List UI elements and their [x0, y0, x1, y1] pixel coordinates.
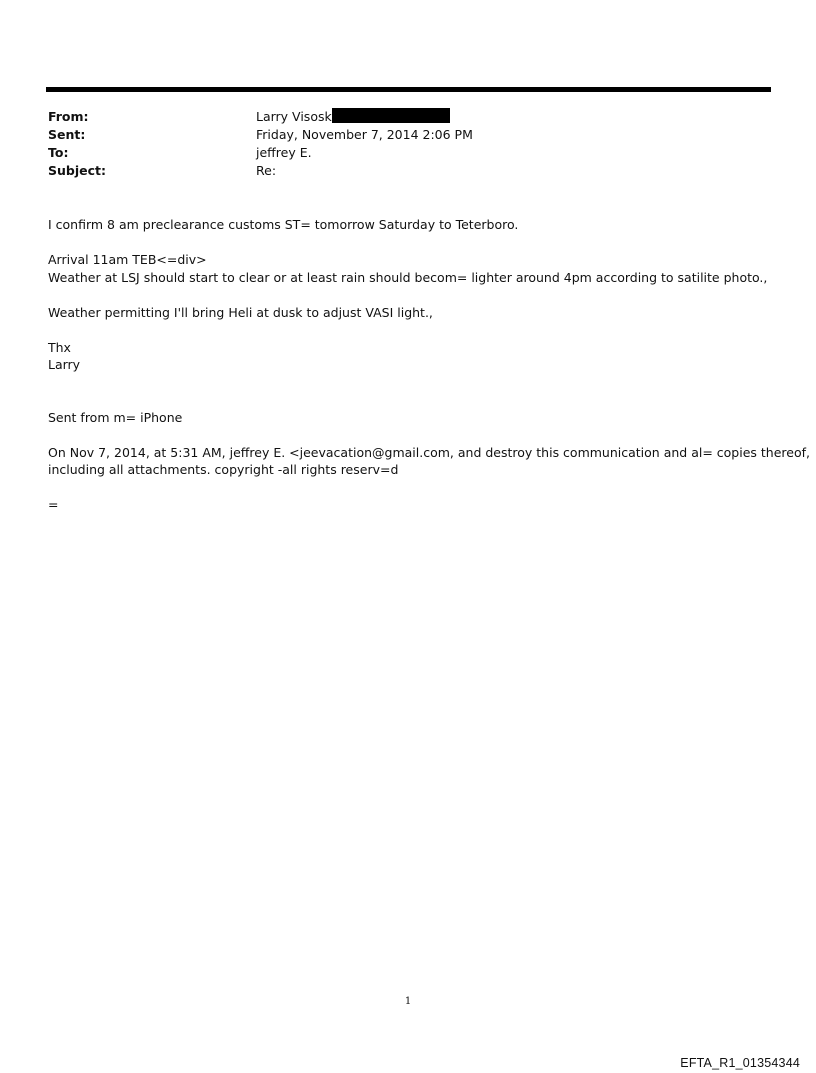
to-value: jeffrey E.	[256, 145, 312, 160]
body-line: Weather at LSJ should start to clear or at least rain should becom= lighter around 4pm according to satilite photo.,	[48, 269, 768, 285]
subject-row	[48, 162, 768, 180]
sent-label: Sent:	[48, 127, 86, 142]
header-rule	[46, 87, 771, 92]
subject-label: Subject:	[48, 163, 106, 178]
mobile-signature: Sent from m= iPhone	[48, 409, 183, 425]
body-line: I confirm 8 am preclearance customs ST= tomorrow Saturday to Teterboro.	[48, 217, 519, 232]
from-value	[256, 108, 450, 126]
redaction-block	[332, 108, 450, 123]
trailing-equals: =	[48, 497, 59, 512]
to-row	[48, 144, 768, 162]
sent-value: Friday, November 7, 2014 2:06 PM	[256, 127, 473, 142]
quoted-line: On Nov 7, 2014, at 5:31 AM, jeffrey E. <jeevacation@gmail.com, and destroy this communication and al= copies thereof,	[48, 444, 810, 460]
to-label: To:	[48, 145, 69, 160]
sent-row	[48, 126, 768, 144]
body-line: Weather permitting I'll bring Heli at dusk to adjust VASI light.,	[48, 304, 433, 320]
subject-value: Re:	[256, 163, 277, 178]
from-name: Larry Visosk	[256, 109, 332, 124]
body-line: Thx	[48, 339, 71, 355]
document-id: EFTA_R1_01354344	[680, 1056, 800, 1070]
from-row	[48, 108, 768, 126]
quoted-line: including all attachments. copyright -all rights reserv=d	[48, 462, 399, 477]
page-number: 1	[404, 996, 412, 1007]
signature-name: Larry	[48, 357, 81, 372]
from-label: From:	[48, 109, 89, 124]
email-header	[48, 108, 768, 180]
body-line: Arrival 11am TEB<=div>	[48, 252, 207, 267]
email-body	[48, 216, 810, 514]
